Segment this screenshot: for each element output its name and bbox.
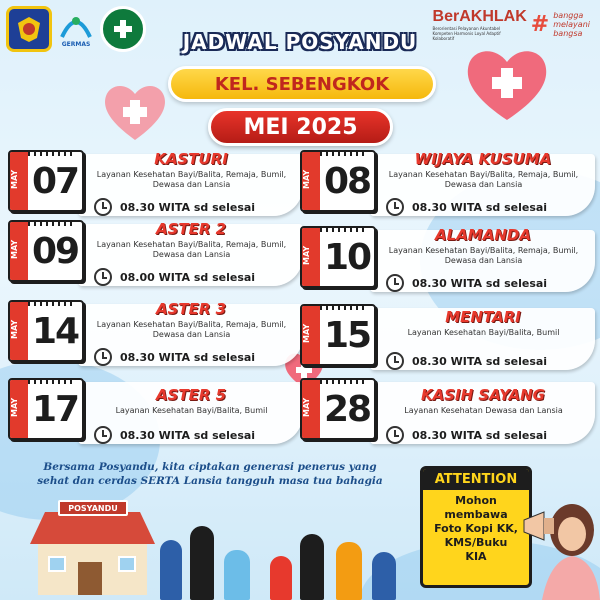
clock-icon xyxy=(94,426,112,444)
building-sign: POSYANDU xyxy=(58,500,128,516)
hashtag-icon: # xyxy=(530,12,550,37)
clock-icon xyxy=(94,348,112,366)
calendar-month: MAY xyxy=(10,302,28,360)
calendar-month: MAY xyxy=(10,222,28,280)
person-figure xyxy=(160,540,182,600)
attention-notice xyxy=(420,466,532,588)
calendar-icon xyxy=(300,226,376,288)
service-time: 08.30 WITA sd selesai xyxy=(412,354,548,368)
posyandu-building-illustration xyxy=(30,500,155,595)
attention-line-2: membawa xyxy=(444,508,508,521)
calendar-month: MAY xyxy=(10,152,28,210)
schedule-card xyxy=(300,150,600,222)
slogan-line-1: Bersama Posyandu, kita ciptakan generasi penerus yang xyxy=(43,461,377,473)
berakhlak-brand: BerAKHLAK xyxy=(432,8,527,25)
calendar-month: MAY xyxy=(302,306,320,364)
posyandu-name: ASTER 5 xyxy=(155,386,227,404)
calendar-icon xyxy=(300,150,376,212)
page-title: JADWAL POSYANDU xyxy=(182,30,418,54)
posyandu-name: KASIH SAYANG xyxy=(421,386,545,404)
service-time: 08.30 WITA sd selesai xyxy=(120,428,256,442)
berakhlak-subtitle: Berorientasi Pelayanan Akuntabel Kompeten Harmonis Loyal Adaptif Kolaboratif xyxy=(432,26,501,41)
calendar-icon xyxy=(300,304,376,366)
tag-line-3: bangsa xyxy=(553,29,583,38)
person-figure xyxy=(270,556,292,600)
month-label: MEI 2025 xyxy=(243,114,358,140)
calendar-day: 09 xyxy=(31,230,79,272)
service-time: 08.30 WITA sd selesai xyxy=(412,276,548,290)
posyandu-name: KASTURI xyxy=(154,150,228,168)
time-row xyxy=(386,352,547,370)
calendar-icon xyxy=(8,378,84,440)
clock-icon xyxy=(94,268,112,286)
time-row xyxy=(386,426,547,444)
attention-line-4: KMS/Buku xyxy=(444,536,508,549)
service-description: Layanan Kesehatan Bayi/Balita, Bumil xyxy=(115,406,268,415)
calendar-day: 08 xyxy=(323,160,371,202)
person-figure xyxy=(336,542,362,600)
posyandu-name: ASTER 3 xyxy=(155,300,227,318)
calendar-month: MAY xyxy=(10,380,28,438)
time-row xyxy=(94,198,255,216)
attention-line-5: KIA xyxy=(465,550,487,563)
calendar-month: MAY xyxy=(302,152,320,210)
attention-heading: ATTENTION xyxy=(423,469,529,490)
service-time: 08.30 WITA sd selesai xyxy=(120,350,256,364)
calendar-day: 17 xyxy=(31,388,79,430)
woman-megaphone-illustration xyxy=(520,490,600,600)
posyandu-name: ASTER 2 xyxy=(155,220,227,238)
calendar-icon xyxy=(8,300,84,362)
clock-icon xyxy=(386,198,404,216)
month-banner xyxy=(208,108,393,146)
person-figure xyxy=(300,534,324,600)
calendar-day: 07 xyxy=(31,160,79,202)
attention-line-1: Mohon xyxy=(455,494,497,507)
time-row xyxy=(94,426,255,444)
service-time: 08.30 WITA sd selesai xyxy=(412,200,548,214)
person-figure xyxy=(372,552,396,600)
service-description: Layanan Kesehatan Bayi/Balita, Bumil xyxy=(407,328,560,337)
attention-body xyxy=(423,490,529,564)
service-description: Layanan Kesehatan Bayi/Balita, Remaja, Bumil, Dewasa dan Lansia xyxy=(388,246,579,265)
germas-caption: GERMAS xyxy=(61,40,91,48)
schedule-card xyxy=(300,304,600,376)
service-time: 08.30 WITA sd selesai xyxy=(412,428,548,442)
people-illustration xyxy=(160,510,410,600)
calendar-icon xyxy=(8,220,84,282)
time-row xyxy=(386,198,547,216)
kelurahan-label: KEL. SEBENGKOK xyxy=(214,73,390,95)
calendar-icon xyxy=(300,378,376,440)
service-description: Layanan Kesehatan Bayi/Balita, Remaja, Bumil, Dewasa dan Lansia xyxy=(96,320,287,339)
heart-plus-icon xyxy=(100,80,170,144)
posyandu-name: MENTARI xyxy=(445,308,521,326)
person-figure xyxy=(224,550,250,600)
service-time: 08.00 WITA sd selesai xyxy=(120,270,256,284)
calendar-day: 14 xyxy=(31,310,79,352)
tag-line-2: melayani xyxy=(553,20,590,29)
building-window xyxy=(118,556,136,572)
calendar-day: 15 xyxy=(323,314,371,356)
calendar-month: MAY xyxy=(302,228,320,286)
service-time: 08.30 WITA sd selesai xyxy=(120,200,256,214)
tag-line-1: bangga xyxy=(553,11,584,20)
time-row xyxy=(94,348,255,366)
service-description: Layanan Kesehatan Bayi/Balita, Remaja, Bumil, Dewasa dan Lansia xyxy=(96,240,287,259)
posyandu-name: WIJAYA KUSUMA xyxy=(414,150,552,168)
schedule-card xyxy=(8,300,308,372)
schedule-card xyxy=(300,226,600,298)
schedule-card xyxy=(8,378,308,450)
schedule-card xyxy=(8,150,308,222)
slogan-line-2: sehat dan cerdas SERTA Lansia tangguh masa tua bahagia xyxy=(37,475,383,487)
schedule-card xyxy=(8,220,308,292)
clock-icon xyxy=(94,198,112,216)
service-description: Layanan Kesehatan Bayi/Balita, Remaja, Bumil, Dewasa dan Lansia xyxy=(96,170,287,189)
service-description: Layanan Kesehatan Dewasa dan Lansia xyxy=(404,406,563,415)
clock-icon xyxy=(386,352,404,370)
heart-plus-icon xyxy=(462,44,552,124)
time-row xyxy=(386,274,547,292)
calendar-icon xyxy=(8,150,84,212)
service-description: Layanan Kesehatan Bayi/Balita, Remaja, Bumil, Dewasa dan Lansia xyxy=(388,170,579,189)
clock-icon xyxy=(386,274,404,292)
time-row xyxy=(94,268,255,286)
calendar-month: MAY xyxy=(302,380,320,438)
posyandu-name: ALAMANDA xyxy=(435,226,531,244)
clock-icon xyxy=(386,426,404,444)
building-door xyxy=(78,562,102,595)
calendar-day: 10 xyxy=(323,236,371,278)
building-roof xyxy=(30,512,155,544)
calendar-day: 28 xyxy=(323,388,371,430)
building-window xyxy=(48,556,66,572)
schedule-card xyxy=(300,378,600,450)
kelurahan-banner xyxy=(168,66,436,102)
person-figure xyxy=(190,526,214,600)
slogan xyxy=(0,460,420,488)
attention-line-3: Foto Kopi KK, xyxy=(434,522,518,535)
